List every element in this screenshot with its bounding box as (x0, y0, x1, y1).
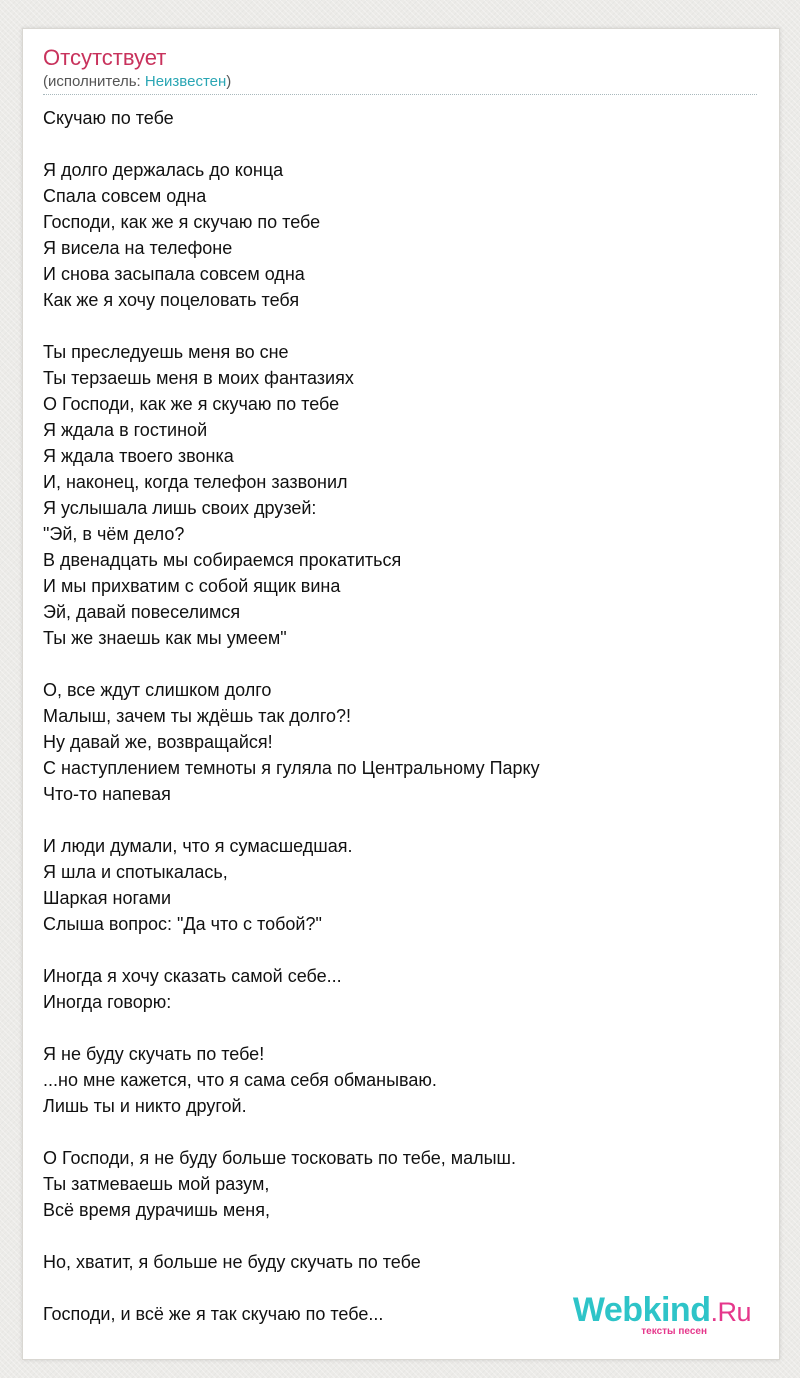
artist-suffix: ) (226, 73, 232, 90)
lyric-line: Господи, как же я скучаю по тебе (43, 212, 321, 232)
lyric-line: Малыш, зачем ты ждёшь так долго?! (43, 706, 352, 726)
lyric-line: Я ждала в гостиной (43, 420, 208, 440)
lyrics-card (22, 28, 780, 1360)
lyric-line: Я шла и спотыкалась, (43, 862, 228, 882)
lyric-line: И мы прихватим с собой ящик вина (43, 576, 341, 596)
lyric-line: Спала совсем одна (43, 186, 207, 206)
site-watermark (573, 1293, 751, 1337)
divider (43, 94, 757, 95)
lyric-line: Иногда я хочу сказать самой себе... (43, 966, 342, 986)
lyric-line: Я не буду скучать по тебе! (43, 1044, 265, 1064)
lyrics-stanza (43, 833, 759, 937)
lyrics-body (43, 105, 759, 1353)
lyric-line: "Эй, в чём дело? (43, 524, 185, 544)
site-logo-brand: Webkind (572, 1291, 711, 1329)
lyric-line: С наступлением темноты я гуляла по Центральному Парку (43, 758, 540, 778)
lyric-line: Шаркая ногами (43, 888, 172, 908)
lyric-line: Ты затмеваешь мой разум, (43, 1174, 270, 1194)
lyric-line: Ты терзаешь меня в моих фантазиях (43, 368, 354, 388)
lyric-line: В двенадцать мы собираемся прокатиться (43, 550, 402, 570)
lyric-line: Что-то напевая (43, 784, 171, 804)
lyric-line: Господи, и всё же я так скучаю по тебе... (43, 1304, 384, 1324)
lyric-line: О Господи, как же я скучаю по тебе (43, 394, 340, 414)
lyrics-stanza (43, 105, 759, 131)
lyric-line: Я долго держалась до конца (43, 160, 284, 180)
lyric-line: Я ждала твоего звонка (43, 446, 234, 466)
site-logo-tld: .Ru (710, 1297, 751, 1327)
lyric-line: Лишь ты и никто другой. (43, 1096, 247, 1116)
site-tagline: тексты песен (641, 1326, 707, 1337)
lyrics-stanza (43, 1249, 759, 1275)
lyric-line: Ну давай же, возвращайся! (43, 732, 273, 752)
lyric-line: Я висела на телефоне (43, 238, 233, 258)
lyric-line: И, наконец, когда телефон зазвонил (43, 472, 348, 492)
lyric-line: Иногда говорю: (43, 992, 172, 1012)
lyric-line: Всё время дурачишь меня, (43, 1200, 270, 1220)
lyric-line: Эй, давай повеселимся (43, 602, 241, 622)
lyric-line: Но, хватит, я больше не буду скучать по тебе (43, 1252, 421, 1272)
lyrics-stanza (43, 339, 759, 651)
lyrics-stanza (43, 1145, 759, 1223)
lyric-line: Я услышала лишь своих друзей: (43, 498, 317, 518)
lyric-line: Слыша вопрос: "Да что с тобой?" (43, 914, 322, 934)
lyric-line: Ты преследуешь меня во сне (43, 342, 289, 362)
lyric-line: О, все ждут слишком долго (43, 680, 272, 700)
lyric-line: О Господи, я не буду больше тосковать по тебе, малыш. (43, 1148, 516, 1168)
lyrics-stanza (43, 1041, 759, 1119)
lyrics-stanza (43, 963, 759, 1015)
artist-link[interactable]: Неизвестен (144, 73, 227, 90)
lyric-line: И снова засыпала совсем одна (43, 264, 305, 284)
artist-line (43, 73, 231, 91)
song-title: Отсутствует (43, 45, 167, 70)
lyric-line: Как же я хочу поцеловать тебя (43, 290, 300, 310)
lyric-line: Скучаю по тебе (43, 108, 174, 128)
artist-prefix: (исполнитель: (43, 73, 145, 90)
lyrics-stanza (43, 157, 759, 313)
lyric-line: И люди думали, что я сумасшедшая. (43, 836, 353, 856)
lyric-line: ...но мне кажется, что я сама себя обманываю. (43, 1070, 437, 1090)
site-logo (573, 1293, 751, 1329)
lyric-line: Ты же знаешь как мы умеем" (43, 628, 287, 648)
lyrics-stanza (43, 677, 759, 807)
